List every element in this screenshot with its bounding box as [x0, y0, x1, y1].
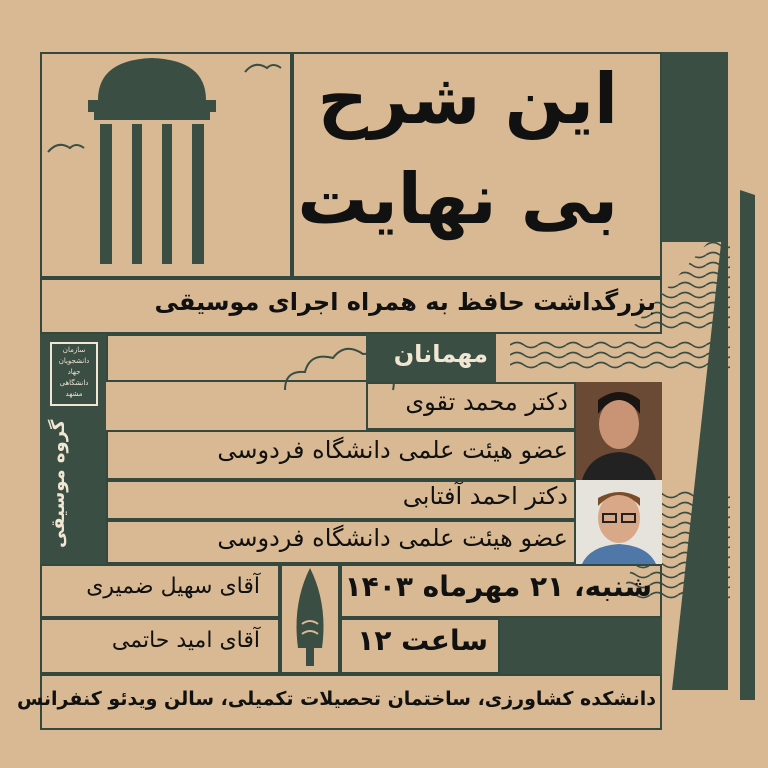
guest-1-role: عضو هیئت علمی دانشگاه فردوسی: [217, 436, 568, 464]
musician-1: آقای سهیل ضمیری: [86, 574, 260, 599]
cypress-tree-icon: [280, 564, 340, 674]
time-side-panel: [500, 618, 662, 674]
guests-heading: مهمانان: [393, 340, 488, 368]
event-location: دانشکده کشاورزی، ساختمان تحصیلات تکمیلی، سالن ویدئو کنفرانس: [17, 688, 656, 710]
music-group-label: گروه موسیقی: [48, 419, 69, 548]
org-logo-text: سازمان دانشجویان جهاد دانشگاهی مشهد: [58, 346, 90, 398]
guest-2-name: دکتر احمد آفتابی: [402, 482, 568, 510]
title-line-1: این شرح: [317, 58, 618, 140]
hafez-tomb-icon: [40, 52, 292, 278]
guest-2-role: عضو هیئت علمی دانشگاه فردوسی: [217, 524, 568, 552]
guest-1-name: دکتر محمد تقوی: [405, 388, 568, 416]
guest-2-avatar-icon: [576, 480, 662, 564]
title-line-2: بی نهایت: [297, 158, 618, 240]
subtitle: بزرگداشت حافظ به همراه اجرای موسیقی: [154, 288, 656, 316]
musician-2: آقای امید حاتمی: [111, 628, 260, 653]
event-time: ساعت ۱۲: [357, 624, 488, 657]
guest-1-avatar-icon: [576, 382, 662, 480]
event-date: شنبه، ۲۱ مهرماه ۱۴۰۳: [344, 570, 652, 603]
